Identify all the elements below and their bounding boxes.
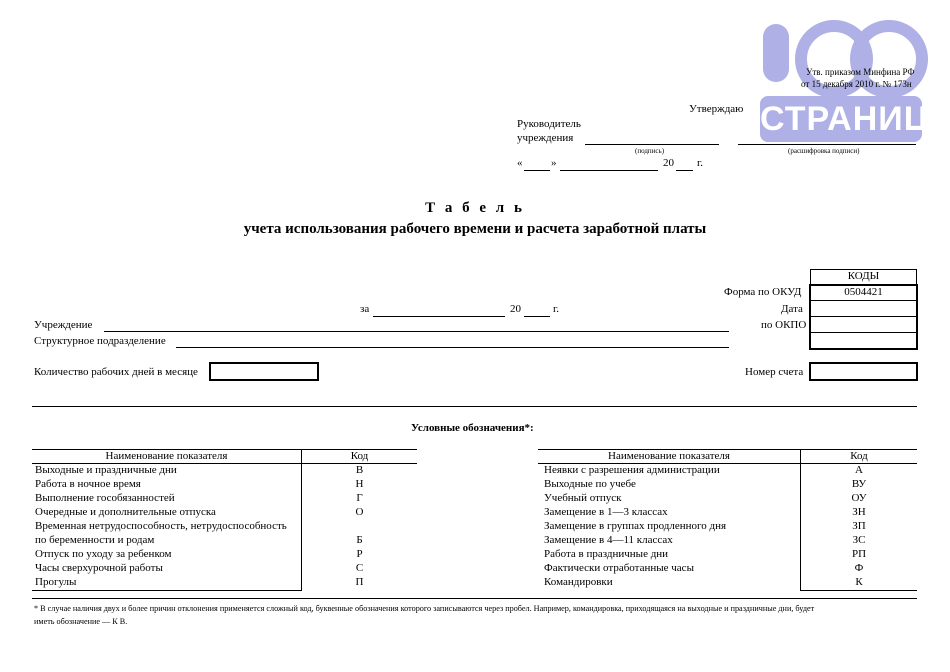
table-code: ВУ (851, 478, 867, 490)
table-code: ОУ (851, 492, 867, 504)
table-row: Работа в праздничные дни (544, 548, 669, 560)
table-row: Отпуск по уходу за ребенком (35, 548, 172, 560)
table-code: В (355, 464, 364, 476)
date-label: Дата (781, 303, 803, 315)
date-year-line[interactable] (676, 170, 693, 171)
date-month-line[interactable] (560, 170, 658, 171)
division-label: Структурное подразделение (34, 335, 166, 347)
decode-hint: (расшифровка подписи) (788, 147, 860, 155)
table-row: Выполнение гособязанностей (35, 492, 175, 504)
table-code: С (355, 562, 364, 574)
table-row: Временная нетрудоспособность, нетрудоспособность (35, 520, 287, 532)
okud-value[interactable]: 0504421 (844, 286, 883, 298)
period-prefix: за (360, 303, 370, 315)
doc-title: Т а б е л ь (425, 200, 525, 216)
head-label-2: учреждения (517, 132, 574, 144)
date-year: 20 (663, 157, 674, 169)
table-code: ЗП (852, 520, 866, 532)
doc-subtitle: учета использования рабочего времени и расчета заработной платы (243, 221, 707, 237)
signature-line[interactable] (585, 144, 719, 145)
table-row: Очередные и дополнительные отпуска (35, 506, 216, 518)
table-row: Неявки с разрешения администрации (544, 464, 720, 476)
footnote-line-1: * В случае наличия двух и более причин отклонения применяется сложный код, буквенные обозначения которого записываются через пробел. Например, командировка, приходящаяся на выходные и праздничные дни, будет (34, 604, 815, 613)
table-row: Выходные по учебе (544, 478, 636, 490)
period-suffix: г. (553, 303, 560, 315)
period-year: 20 (510, 303, 521, 315)
right-col-name: Наименование показателя (608, 450, 730, 462)
table-code: К (855, 576, 863, 588)
approve-title: Утверждаю (689, 103, 744, 115)
table-row: Фактически отработанные часы (544, 562, 694, 574)
table-code: Ф (854, 562, 864, 574)
table-row: Работа в ночное время (35, 478, 141, 490)
table-code: А (855, 464, 863, 476)
table-code: ЗН (852, 506, 866, 518)
table-code: Р (356, 548, 363, 560)
footnote-separator (32, 598, 917, 599)
workdays-label: Количество рабочих дней в месяце (34, 366, 198, 378)
table-row: Прогулы (35, 576, 77, 588)
date-suffix: г. (697, 157, 704, 169)
approval-line-2: от 15 декабря 2010 г. № 173н (801, 79, 912, 89)
right-col-code: Код (850, 450, 868, 462)
table-code: О (355, 506, 364, 518)
signature-decode-line[interactable] (738, 144, 916, 145)
table-row: Учебный отпуск (544, 492, 622, 504)
legend-title: Условные обозначения*: (411, 422, 534, 434)
section-separator (32, 406, 917, 407)
workdays-field[interactable] (209, 362, 319, 381)
institution-label: Учреждение (34, 319, 93, 331)
footnote-line-2: иметь обозначение — К В. (34, 617, 128, 626)
codes-divider-3 (810, 332, 917, 333)
okud-label: Форма по ОКУД (724, 286, 802, 298)
period-year-line[interactable] (524, 316, 550, 317)
codes-header: КОДЫ (847, 270, 880, 282)
table-code: Б (356, 534, 363, 546)
table-row: Замещение в 4—11 классах (544, 534, 673, 546)
table-code: Н (355, 478, 364, 490)
right-table-bottom (800, 590, 917, 591)
table-row: Выходные и праздничные дни (35, 464, 177, 476)
codes-divider-1 (810, 300, 917, 301)
left-table-bottom (32, 590, 302, 591)
approval-line-1: Утв. приказом Минфина РФ (806, 67, 915, 77)
table-row: Замещение в 1—3 классах (544, 506, 668, 518)
date-close-quote: » (551, 157, 557, 169)
table-row: Часы сверхурочной работы (35, 562, 163, 574)
table-row: Командировки (544, 576, 613, 588)
table-code: РП (851, 548, 867, 560)
date-open-quote: « (517, 157, 523, 169)
left-col-code: Код (350, 450, 369, 462)
signature-hint: (подпись) (635, 147, 665, 155)
table-row: Замещение в группах продленного дня (544, 520, 727, 532)
account-label: Номер счета (745, 366, 804, 378)
period-month-line[interactable] (373, 316, 505, 317)
institution-line[interactable] (104, 331, 729, 332)
watermark-digit-1 (763, 24, 789, 82)
table-code: ЗС (852, 534, 866, 546)
codes-divider-2 (810, 316, 917, 317)
account-number-field[interactable] (809, 362, 918, 381)
head-label-1: Руководитель (517, 118, 581, 130)
division-line[interactable] (176, 347, 729, 348)
date-day-line[interactable] (524, 170, 550, 171)
watermark-text: СТРАНИЦ (760, 96, 922, 142)
table-row: по беременности и родам (35, 534, 155, 546)
table-code: П (355, 576, 364, 588)
left-col-name: Наименование показателя (105, 450, 228, 462)
table-code: Г (356, 492, 363, 504)
okpo-label: по ОКПО (761, 319, 807, 331)
